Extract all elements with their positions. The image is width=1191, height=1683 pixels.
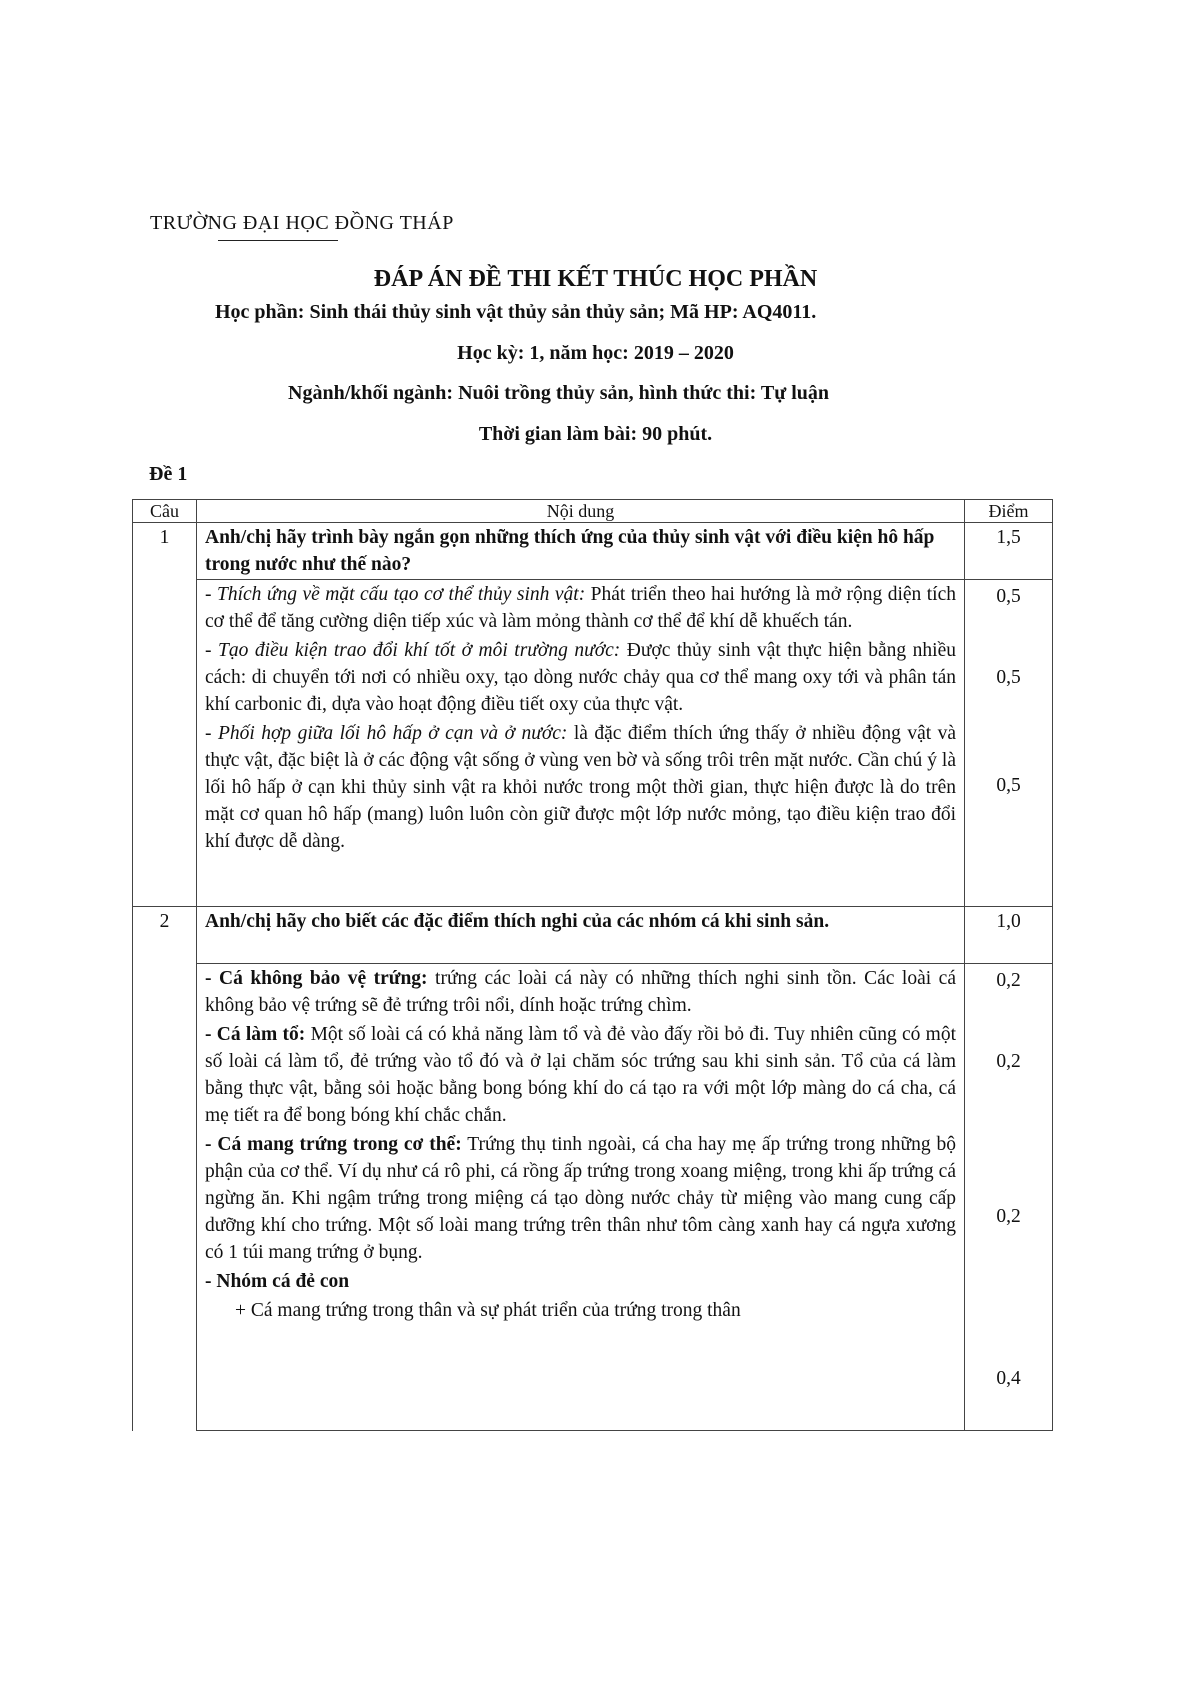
header-question: Câu — [133, 500, 197, 523]
answer-item — [205, 637, 956, 718]
header-content: Nội dung — [197, 500, 965, 523]
answer-item-lead: - Thích ứng về mặt cấu tạo cơ thể thủy sinh vật: — [205, 584, 586, 605]
answer-item-text: Trứng thụ tinh ngoài, cá cha hay mẹ ấp trứng trong những bộ phận của cơ thể. Ví dụ như cá rô phi, cá rồng ấp trứng trong xoang miệng, trong khi ấp trứng cá ngừng ăn. Khi ngậm trứng trong miệng cá tạo dòng nước chảy từ miệng vào mang cung cấp dưỡng khí cho trứng. Một số loài mang trứng trên thân như tôm càng xanh hay cá ngựa xương có 1 túi mang trứng ở bụng. — [205, 1134, 956, 1263]
question-number: 2 — [133, 907, 197, 1431]
item-score: 0,2 — [996, 1051, 1021, 1072]
answer-item-lead: - Nhóm cá đẻ con — [205, 1271, 350, 1292]
exam-label: Đề 1 — [149, 463, 188, 485]
item-score: 0,5 — [996, 775, 1021, 796]
table-header-row — [133, 500, 1053, 523]
question-row-2 — [133, 907, 1053, 964]
question-text: Anh/chị hãy cho biết các đặc điểm thích nghi của các nhóm cá khi sinh sản. — [197, 907, 965, 964]
answer-scores — [965, 580, 1053, 907]
answer-item — [205, 1021, 956, 1129]
answer-item-text: là đặc điểm thích ứng thấy ở nhiều động vật và thực vật, đặc biệt là ở các động vật sống ở vùng ven bờ và sống trôi trên mặt nước. Cần chú ý là lối hô hấp ở cạn khi thủy sinh vật ra khỏi nước trong một thời gian, thực hiện được là do trên mặt cơ quan hô hấp (mang) luôn luôn còn giữ được một lớp nước mỏng, tạo điều kiện trao đổi khí được dễ dàng. — [205, 723, 956, 852]
question-score: 1,0 — [965, 907, 1053, 964]
answer-item — [205, 1131, 956, 1266]
question-row-1 — [133, 523, 1053, 580]
school-name: TRƯỜNG ĐẠI HỌC ĐỒNG THÁP — [150, 212, 454, 234]
semester-line: Học kỳ: 1, năm học: 2019 – 2020 — [457, 342, 734, 364]
school-underline — [218, 240, 338, 241]
answer-item-text: Được thủy sinh vật thực hiện bằng nhiều cách: di chuyển tới nơi có nhiều oxy, tạo dòng nước chảy qua cơ thể mang oxy tới và phân tán khí carbonic đi, dựa vào hoạt động điều tiết oxy của thực vật. — [205, 640, 956, 715]
answer-item-lead: - Cá làm tổ: — [205, 1024, 306, 1045]
item-score: 0,2 — [996, 970, 1021, 991]
answer-table — [132, 499, 1053, 1431]
item-score: 0,4 — [996, 1368, 1021, 1389]
item-score: 0,2 — [996, 1206, 1021, 1227]
document-title: ĐÁP ÁN ĐỀ THI KẾT THÚC HỌC PHẦN — [373, 266, 818, 292]
answer-item-text: trứng các loài cá này có những thích nghi sinh tồn. Các loài cá không bảo vệ trứng sẽ đẻ trứng trôi nổi, dính hoặc trứng chìm. — [205, 968, 956, 1016]
answer-item-text: Một số loài cá có khả năng làm tổ và đẻ vào đấy rồi bỏ đi. Tuy nhiên cũng có một số loài cá làm tổ, đẻ trứng vào tổ đó và ở lại chăm sóc trứng sau khi sinh sản. Tổ của cá làm bằng thực vật, bằng sỏi hoặc bằng bong bóng khí do cá tạo ra với một lớp màng do cá cha, cá mẹ tiết ra để bong bóng khí chắc chắn. — [205, 1024, 956, 1126]
answer-item-lead: - Phối hợp giữa lối hô hấp ở cạn và ở nước: — [205, 723, 568, 744]
answer-scores — [965, 964, 1053, 1431]
major-line: Ngành/khối ngành: Nuôi trồng thủy sản, hình thức thi: Tự luận — [288, 382, 830, 404]
question-score: 1,5 — [965, 523, 1053, 580]
answer-item — [205, 720, 956, 855]
answer-item-lead: - Cá không bảo vệ trứng: — [205, 968, 428, 989]
item-score: 0,5 — [996, 667, 1021, 688]
answer-item — [205, 581, 956, 635]
course-line: Học phần: Sinh thái thủy sinh vật thủy sản thủy sản; Mã HP: AQ4011. — [215, 301, 817, 323]
answer-sub-item: + Cá mang trứng trong thân và sự phát triển của trứng trong thân — [235, 1300, 741, 1321]
question-number: 1 — [133, 523, 197, 907]
answer-row-2 — [133, 964, 1053, 1431]
answer-content — [197, 580, 965, 907]
item-score: 0,5 — [996, 586, 1021, 607]
answer-item — [205, 965, 956, 1019]
answer-item-text: Phát triển theo hai hướng là mở rộng diện tích cơ thể để tăng cường diện tiếp xúc và làm mỏng thành cơ thể để khí dễ khuếch tán. — [205, 584, 956, 632]
answer-row-1 — [133, 580, 1053, 907]
question-text: Anh/chị hãy trình bày ngắn gọn những thích ứng của thủy sinh vật với điều kiện hô hấp trong nước như thế nào? — [197, 523, 965, 580]
answer-item — [205, 1268, 956, 1295]
header-score: Điểm — [965, 500, 1053, 523]
answer-content — [197, 964, 965, 1431]
answer-item-lead: - Tạo điều kiện trao đổi khí tốt ở môi trường nước: — [205, 640, 621, 661]
answer-item-lead: - Cá mang trứng trong cơ thể: — [205, 1134, 462, 1155]
duration-line: Thời gian làm bài: 90 phút. — [478, 423, 713, 445]
